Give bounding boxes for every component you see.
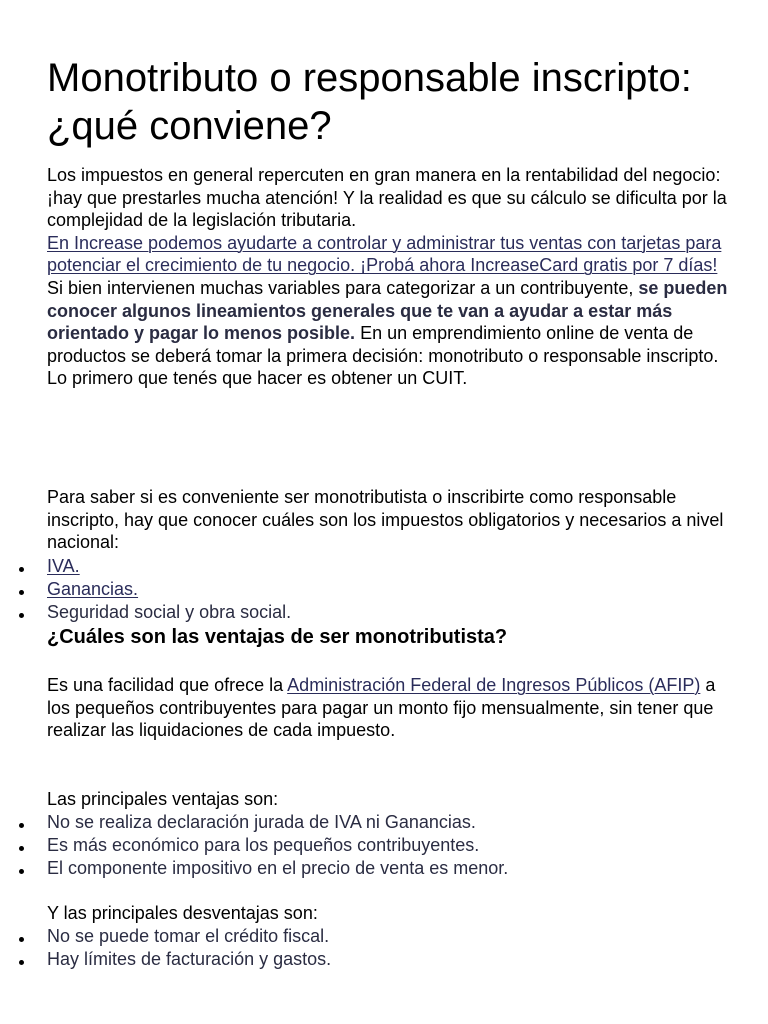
bullet-icon	[19, 869, 24, 874]
bullet-icon	[19, 823, 24, 828]
list-item	[0, 555, 740, 578]
bullet-icon	[19, 937, 24, 942]
afip-link[interactable]: Administración Federal de Ingresos Públicos (AFIP)	[287, 675, 701, 695]
advantages-list	[0, 811, 740, 880]
list-item-text: Seguridad social y obra social.	[47, 602, 292, 622]
bullet-icon	[19, 846, 24, 851]
list-item-text: No se realiza declaración jurada de IVA ni Ganancias.	[47, 812, 476, 832]
bullet-icon	[19, 960, 24, 965]
paragraph-end: En un emprendimiento online de venta de productos se deberá tomar la primera decisión: monotributo o responsable inscripto. Lo primero que tenés que hacer es obtener un CUIT.	[47, 323, 719, 389]
disadvantages-list	[0, 925, 740, 971]
bullet-icon	[19, 590, 24, 595]
list-item-text: No se puede tomar el crédito fiscal.	[47, 926, 330, 946]
list-item-text: El componente impositivo en el precio de venta es menor.	[47, 858, 509, 878]
taxes-paragraph: Para saber si es conveniente ser monotributista o inscribirte como responsable inscripto, hay que conocer cuáles son los impuestos obligatorios y necesarios a nivel nacional:	[47, 487, 724, 553]
list-item	[0, 925, 740, 948]
section-heading: ¿Cuáles son las ventajas de ser monotributista?	[47, 626, 508, 648]
iva-link[interactable]: IVA.	[47, 556, 80, 576]
section-text-end: a los pequeños contribuyentes para pagar un monto fijo mensualmente, sin tener que realizar las liquidaciones de cada impuesto.	[47, 675, 716, 741]
bullet-icon	[19, 613, 24, 618]
disadvantages-label: Y las principales desventajas son:	[47, 903, 318, 923]
page-title: Monotributo o responsable inscripto: ¿qué conviene?	[47, 56, 692, 148]
list-item	[0, 834, 740, 857]
advantages-label: Las principales ventajas son:	[47, 789, 279, 809]
paragraph-bold: se pueden conocer algunos lineamientos generales que te van a ayudar a estar más orientado y pagar lo menos posible.	[47, 277, 728, 344]
intro-paragraph: Los impuestos en general repercuten en gran manera en la rentabilidad del negocio: ¡hay que prestarles mucha atención! Y la realidad es que su cálculo se dificulta por la complejidad de la legislación tributaria.	[47, 165, 727, 231]
promo-link[interactable]: En Increase podemos ayudarte a controlar y administrar tus ventas con tarjetas para potenciar el crecimiento de tu negocio. ¡Probá ahora IncreaseCard gratis por 7 días!	[47, 232, 722, 276]
list-item	[0, 601, 740, 624]
list-item	[0, 948, 740, 971]
intro-block	[47, 164, 737, 390]
section-text-start: Es una facilidad que ofrece la	[47, 675, 288, 695]
list-item	[0, 578, 740, 601]
paragraph-start: Si bien intervienen muchas variables para categorizar a un contribuyente,	[47, 277, 639, 298]
list-item-text: Es más económico para los pequeños contribuyentes.	[47, 835, 480, 855]
list-item-text: Hay límites de facturación y gastos.	[47, 949, 332, 969]
list-item	[0, 857, 740, 880]
section-paragraph	[47, 674, 737, 742]
list-item	[0, 811, 740, 834]
ganancias-link[interactable]: Ganancias.	[47, 579, 139, 599]
taxes-list	[0, 555, 740, 624]
bullet-icon	[19, 567, 24, 572]
